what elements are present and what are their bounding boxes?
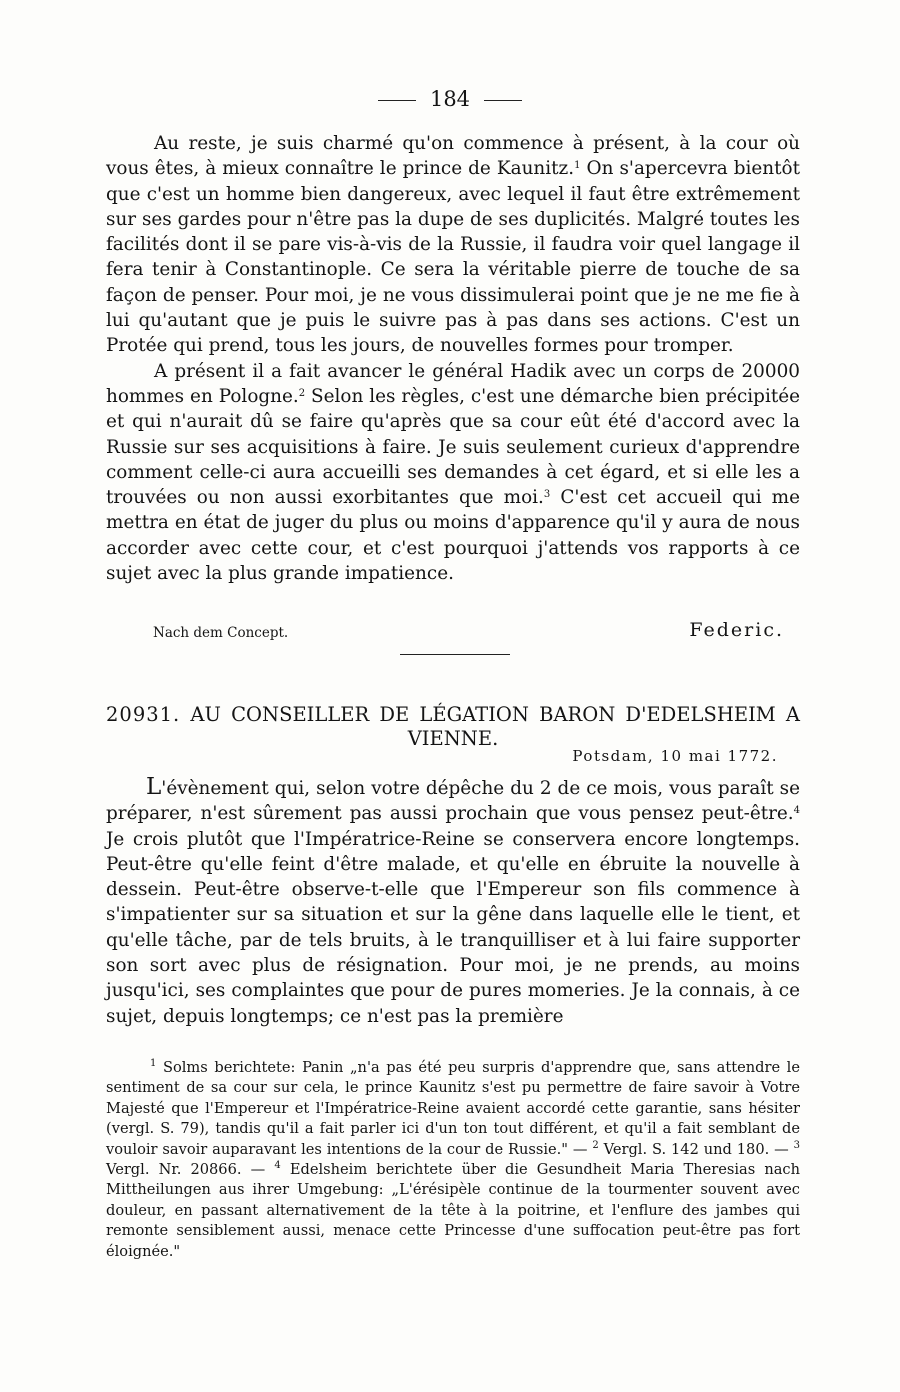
footnote — [106, 1058, 800, 1262]
paragraph — [106, 775, 800, 1029]
footnote-text: Vergl. Nr. 20866. — — [106, 1161, 275, 1179]
paragraph-text: Je crois plutôt que l'Impératrice-Reine se conservera encore longtemps. Peut-être qu'elle feint d'être malade, et qu'elle en ébruite la nouvelle à dessein. Peut-être observe-t-elle que l'Empereur son fils commence à s'impatienter sur sa situation et sur la gêne dans laquelle elle le tient, et qu'elle tâche, par de tels bruits, à le tranquilliser et à lui faire supporter son sort avec plus de résignation. Pour moi, je ne prends, au moins jusqu'ici, ses complaintes que pour de pures momeries. Je la connais, à ce sujet, depuis longtemps; ce n'est pas la première — [106, 828, 800, 1027]
footnote-mark: 3 — [793, 1139, 800, 1151]
page-number: 184 — [429, 87, 471, 111]
letter-number: 20931. — [106, 703, 181, 726]
page-header — [0, 84, 900, 114]
footnote-ref: 3 — [543, 489, 551, 501]
letter-continuation — [106, 131, 800, 586]
paragraph-text: C'est cet accueil qui me mettra en état de juger du plus ou moins d'apparence qu'il y aura de nous accorder avec cette cour, et c'est pourquoi j'attends vos rapports à ce sujet avec la plus grande impatience. — [106, 487, 800, 585]
source-note: Nach dem Concept. — [153, 625, 289, 641]
footnotes — [106, 1058, 800, 1262]
footnote-text: Vergl. S. 142 und 180. — — [598, 1140, 794, 1158]
footnote-mark: 2 — [592, 1139, 599, 1151]
initial-letter: L — [146, 774, 162, 800]
footnote-ref: 4 — [793, 805, 800, 817]
letter-body — [106, 775, 800, 1029]
footnote-text: Solms berichtete: Panin „n'a pas été peu surpris d'apprendre que, sans attendre le sentiment de sa cour sur cela, le prince Kaunitz s'est pu permettre de faire savoir à Votre Majesté que l'Empereur et l'Impératrice-Reine avaient accordé cette garantie, sans hésiter (vergl. S. 79), tandis qu'il a fait parler ici d'un ton tout différent, et qu'il a fait semblant de vouloir savoir auparavant les intentions de la cour de Russie." — — [106, 1059, 800, 1158]
paragraph-text: A présent il a fait avancer le général Hadik avec un corps de 20000 hommes en Pologne. — [106, 360, 800, 407]
signature-line — [106, 619, 784, 645]
footnote-text: Edelsheim berichtete über die Gesundheit Maria Theresias nach Mittheilungen aus ihrer Umgebung: „L'érésipèle continue de la tourmenter souvent avec douleur, en passant alternativement de la tête à la poitrine, et l'enflure des jambes qui remonte sensiblement aussi, menace cette Princesse d'une suffocation peut-être pas fort éloignée." — [106, 1161, 800, 1260]
section-divider — [400, 654, 510, 655]
paragraph-text: Selon les règles, c'est une démarche bien précipitée et qui n'aurait dû se faire qu'après que sa cour eût été d'accord avec la Russie sur ses acquisitions à faire. Je suis seulement curieux d'apprendre comment celle-ci aura accueilli ses demandes à cet égard, et si elle les a trouvées ou non aussi exorbitantes que moi. — [106, 385, 800, 509]
letter-heading — [106, 703, 800, 751]
paragraph — [106, 131, 800, 359]
dateline: Potsdam, 10 mai 1772. — [572, 747, 778, 765]
header-dash-right — [484, 100, 522, 101]
paragraph-text: On s'apercevra bientôt que c'est un homme bien dangereux, avec lequel il faut être extrêmement sur ses gardes pour n'être pas la dupe de ses duplicités. Malgré toutes les facilités dont il se pare vis-à-vis de la Russie, il faudra voir quel langage il fera tenir à Constantinople. Ce sera la véritable pierre de touche de sa façon de penser. Pour moi, je ne vous dissimulerai point que je ne me fie à lui qu'autant que je puis le suivre pas à pas dans ses actions. C'est un Protée qui prend, tous les jours, de nouvelles formes pour tromper. — [106, 158, 800, 357]
paragraph-text: Au reste, je suis charmé qu'on commence à présent, à la cour où vous êtes, à mieux connaître le prince de Kaunitz. — [106, 133, 800, 180]
footnote-ref: 2 — [298, 387, 306, 399]
signature: Federic. — [689, 619, 784, 641]
paragraph-text: 'évènement qui, selon votre dépêche du 2 de ce mois, vous paraît se préparer, n'est sûrement pas aussi prochain que vous pensez peut-être. — [106, 778, 800, 825]
footnote-mark: 1 — [150, 1058, 157, 1069]
header-dash-left — [378, 100, 416, 101]
footnote-mark: 4 — [274, 1160, 281, 1172]
paragraph — [106, 359, 800, 587]
letter-title: AU CONSEILLER DE LÉGATION BARON D'EDELSHEIM A VIENNE. — [190, 703, 801, 750]
footnote-ref: 1 — [574, 160, 581, 172]
